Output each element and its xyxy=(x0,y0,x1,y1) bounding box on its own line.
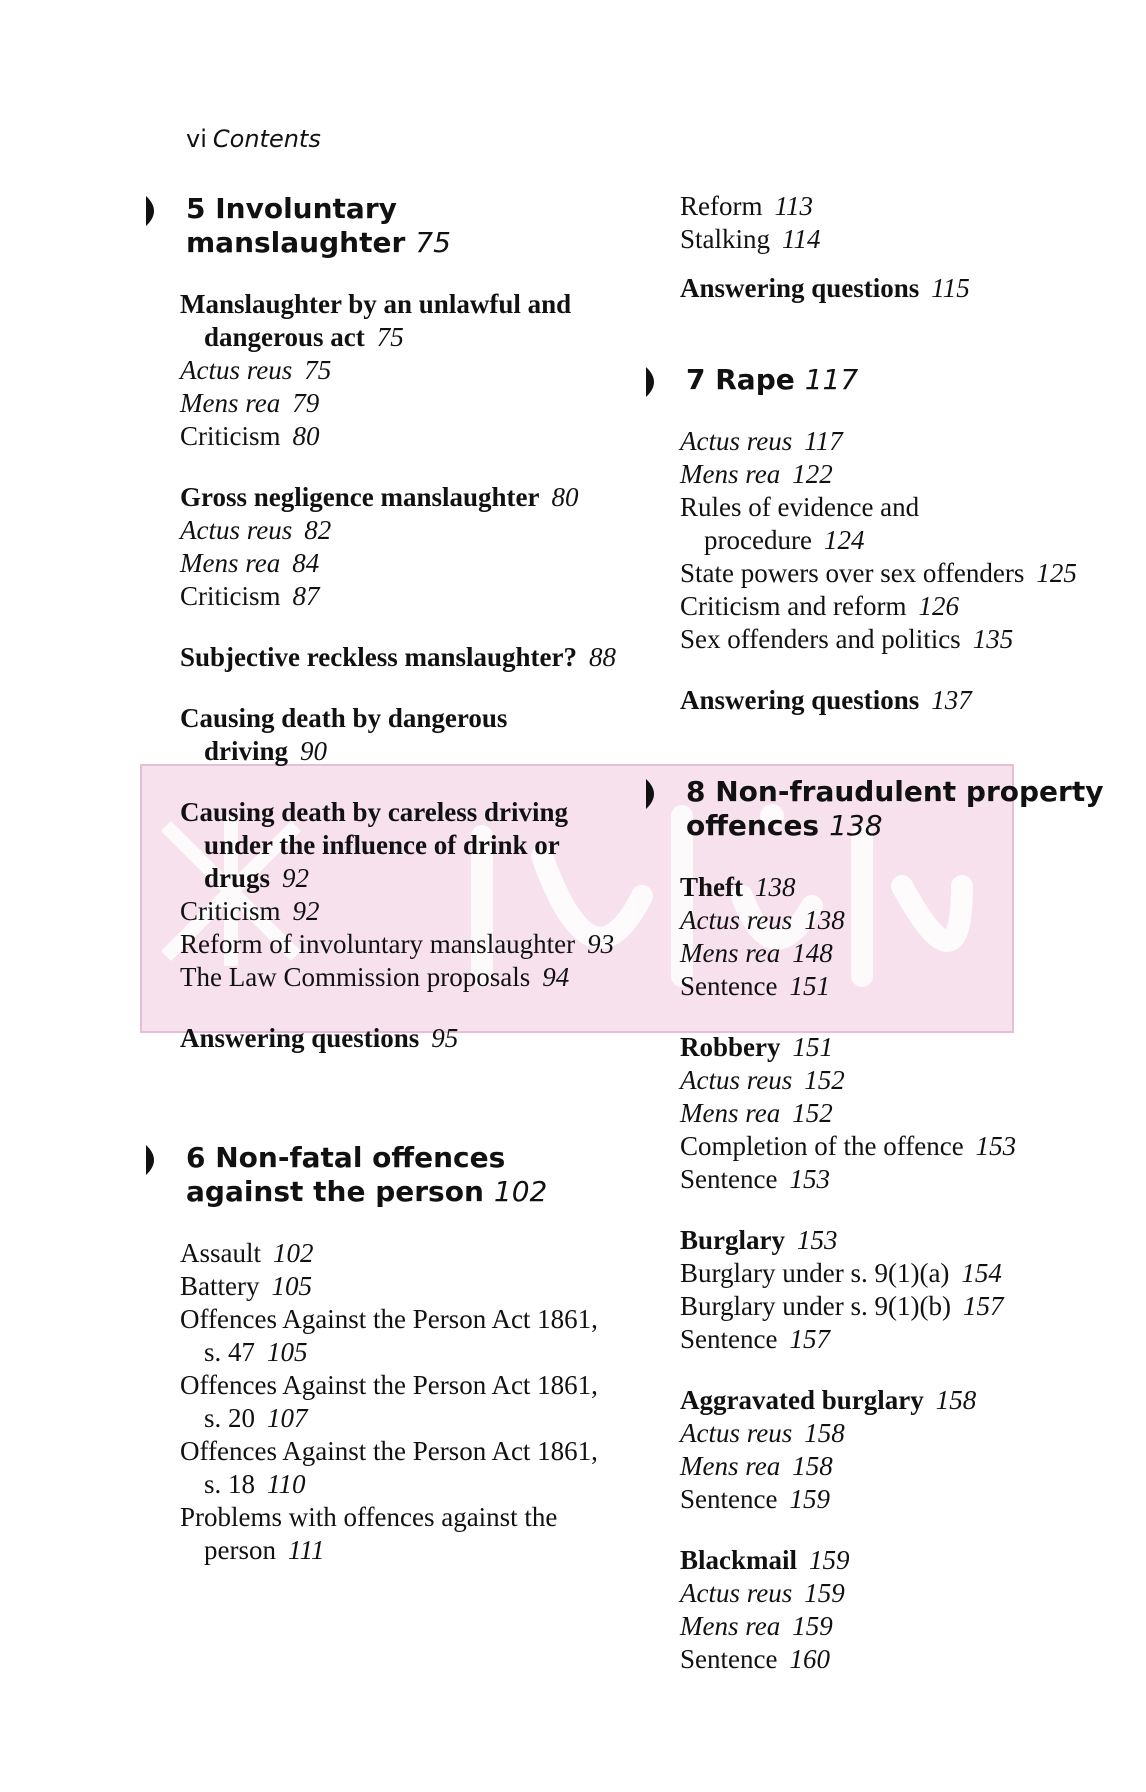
page-number: 90 xyxy=(300,736,328,766)
page-number: 152 xyxy=(804,1065,845,1095)
section-title: Subjective reckless manslaughter? xyxy=(180,642,577,672)
page-number: 153 xyxy=(975,1131,1017,1161)
toc-entry[interactable] xyxy=(680,425,1140,458)
toc-entry[interactable] xyxy=(180,1369,620,1435)
page-number: 82 xyxy=(304,515,332,545)
entry-title: Offences Against the Person Act 1861, s. 18 xyxy=(180,1436,598,1499)
entry-title: Problems with offences against the person xyxy=(180,1502,558,1565)
page-number: 159 xyxy=(809,1545,850,1575)
toc-entry[interactable] xyxy=(680,970,1140,1003)
entry-title: Mens rea xyxy=(680,1611,781,1641)
section-title: Robbery xyxy=(680,1032,781,1062)
chapter-number: 6 xyxy=(186,1141,206,1174)
chapter-marker-icon xyxy=(144,1143,162,1177)
left-column xyxy=(140,192,620,1567)
page-number: 92 xyxy=(282,863,310,893)
section-title: Answering questions xyxy=(180,1023,420,1053)
entry-title: Actus reus xyxy=(680,1065,793,1095)
page-number: 117 xyxy=(804,426,843,456)
right-column xyxy=(640,190,1140,1676)
page-number: 95 xyxy=(431,1023,459,1053)
entry-title: Reform of involuntary manslaughter xyxy=(180,929,576,959)
page-number: 148 xyxy=(792,938,833,968)
entry-title: Mens rea xyxy=(180,548,281,578)
section-title: Gross negligence manslaughter xyxy=(180,482,540,512)
toc-entry[interactable] xyxy=(180,514,620,547)
entry-title: Mens rea xyxy=(680,1451,781,1481)
page-number: 88 xyxy=(588,642,616,672)
page-number: 93 xyxy=(587,929,615,959)
entry-title: Sentence xyxy=(680,1164,778,1194)
page-number: 110 xyxy=(267,1469,306,1499)
chapter-title: Involuntary manslaughter xyxy=(186,192,406,259)
page-number: 157 xyxy=(962,1291,1004,1321)
entry-title: Actus reus xyxy=(180,515,293,545)
chapter-number: 5 xyxy=(186,192,206,225)
page-number: 105 xyxy=(267,1337,308,1367)
toc-entry[interactable] xyxy=(680,1450,1140,1483)
toc-entry[interactable] xyxy=(180,895,620,928)
entry-title: Sentence xyxy=(680,1644,778,1674)
page-number: 158 xyxy=(804,1418,845,1448)
toc-entry[interactable] xyxy=(680,1577,1140,1610)
running-head xyxy=(186,125,321,153)
entry-title: Mens rea xyxy=(680,459,781,489)
page-number: 105 xyxy=(271,1271,312,1301)
page-number: 135 xyxy=(972,624,1014,654)
entry-title: The Law Commission proposals xyxy=(180,962,531,992)
toc-section[interactable] xyxy=(680,1031,1140,1064)
entry-title: Sentence xyxy=(680,1324,778,1354)
toc-section[interactable] xyxy=(680,1544,1140,1577)
toc-entry[interactable] xyxy=(180,928,620,961)
folio: vi xyxy=(186,125,207,153)
section-title: Causing death by dangerous driving xyxy=(180,703,508,766)
page-number: 158 xyxy=(935,1385,977,1415)
toc-entry[interactable] xyxy=(180,1270,620,1303)
chapter-marker-icon xyxy=(644,777,662,811)
entry-title: Mens rea xyxy=(680,938,781,968)
running-head-title: Contents xyxy=(212,125,321,153)
toc-entry[interactable] xyxy=(680,1417,1140,1450)
entry-title: Stalking xyxy=(680,224,771,254)
toc-entry[interactable] xyxy=(680,491,994,557)
page-number: 87 xyxy=(292,581,320,611)
toc-section[interactable] xyxy=(180,1022,620,1055)
entry-title: Battery xyxy=(180,1271,260,1301)
page-number: 158 xyxy=(792,1451,833,1481)
toc-entry[interactable] xyxy=(180,420,620,453)
page-number: 125 xyxy=(1036,558,1077,588)
toc-entry[interactable] xyxy=(680,1290,1140,1323)
entry-title: Completion of the offence xyxy=(680,1131,964,1161)
page-number: 92 xyxy=(292,896,320,926)
chapter-title: Non-fatal offences against the person xyxy=(186,1141,506,1208)
chapter-page: 117 xyxy=(804,363,859,396)
section-title: Answering questions xyxy=(680,273,920,303)
page-number: 111 xyxy=(287,1535,325,1565)
toc-entry[interactable] xyxy=(680,458,1140,491)
toc-section[interactable] xyxy=(680,871,1140,904)
chapter-8-heading[interactable] xyxy=(640,775,1106,843)
page-number: 126 xyxy=(918,591,959,621)
toc-entry[interactable] xyxy=(680,1610,1140,1643)
page-number: 115 xyxy=(931,273,970,303)
entry-title: Criticism xyxy=(180,421,281,451)
entry-title: Actus reus xyxy=(180,355,293,385)
entry-title: Sentence xyxy=(680,1484,778,1514)
toc-entry[interactable] xyxy=(180,387,620,420)
section-title: Answering questions xyxy=(680,685,920,715)
entry-title: Criticism xyxy=(180,581,281,611)
toc-entry[interactable] xyxy=(180,961,620,994)
toc-section[interactable] xyxy=(680,272,1140,305)
entry-title: Offences Against the Person Act 1861, s. 20 xyxy=(180,1370,598,1433)
entry-title: Actus reus xyxy=(680,1418,793,1448)
section-title: Aggravated burglary xyxy=(680,1385,924,1415)
page-number: 107 xyxy=(267,1403,308,1433)
page-number: 84 xyxy=(292,548,320,578)
page-number: 159 xyxy=(804,1578,845,1608)
page-number: 122 xyxy=(792,459,833,489)
section-title: Blackmail xyxy=(680,1545,798,1575)
page-number: 80 xyxy=(551,482,579,512)
page-number: 113 xyxy=(774,191,813,221)
toc-section[interactable] xyxy=(180,796,620,895)
page-number: 138 xyxy=(755,872,796,902)
page-number: 137 xyxy=(931,685,972,715)
page-number: 138 xyxy=(804,905,845,935)
page-number: 152 xyxy=(792,1098,833,1128)
chapter-marker-icon xyxy=(644,365,662,399)
page-number: 157 xyxy=(789,1324,830,1354)
toc-entry[interactable] xyxy=(180,1435,620,1501)
toc-section[interactable] xyxy=(680,1224,1140,1257)
entry-title: Actus reus xyxy=(680,905,793,935)
entry-title: Offences Against the Person Act 1861, s. 47 xyxy=(180,1304,598,1367)
toc-entry[interactable] xyxy=(680,904,1140,937)
section-title: Causing death by careless driving under the influence of drink or drugs xyxy=(180,797,569,893)
entry-title: Reform xyxy=(680,191,763,221)
entry-title: Criticism and reform xyxy=(680,591,907,621)
toc-entry[interactable] xyxy=(680,557,1140,590)
entry-title: Burglary under s. 9(1)(a) xyxy=(680,1258,950,1288)
page-number: 80 xyxy=(292,421,320,451)
entry-title: Mens rea xyxy=(680,1098,781,1128)
toc-entry[interactable] xyxy=(180,1501,620,1567)
chapter-number: 7 xyxy=(686,363,706,396)
section-title: Burglary xyxy=(680,1225,785,1255)
entry-title: Sentence xyxy=(680,971,778,1001)
entry-title: Rules of evidence and procedure xyxy=(680,492,920,555)
toc-entry[interactable] xyxy=(180,547,620,580)
page-number: 75 xyxy=(376,322,404,352)
toc-entry[interactable] xyxy=(680,190,1140,223)
page-number: 153 xyxy=(797,1225,838,1255)
toc-entry[interactable] xyxy=(680,1163,1140,1196)
toc-section[interactable] xyxy=(180,702,620,768)
chapter-7-heading[interactable] xyxy=(640,363,1140,397)
toc-entry[interactable] xyxy=(680,1643,1140,1676)
toc-entry[interactable] xyxy=(180,354,620,387)
toc-entry[interactable] xyxy=(680,623,1140,656)
page-number: 94 xyxy=(542,962,570,992)
page-number: 79 xyxy=(292,388,320,418)
page-number: 153 xyxy=(789,1164,830,1194)
section-title: Manslaughter by an unlawful and dangerous act xyxy=(180,289,572,352)
toc-section[interactable] xyxy=(180,481,620,514)
toc-entry[interactable] xyxy=(180,580,620,613)
toc-section[interactable] xyxy=(180,641,620,674)
chapter-number: 8 xyxy=(686,775,706,808)
toc-entry[interactable] xyxy=(680,1257,1140,1290)
entry-title: Mens rea xyxy=(180,388,281,418)
entry-title: Sex offenders and politics xyxy=(680,624,961,654)
page-number: 160 xyxy=(789,1644,830,1674)
page-number: 124 xyxy=(823,525,865,555)
toc-entry[interactable] xyxy=(180,1237,620,1270)
toc-entry[interactable] xyxy=(680,1097,1140,1130)
page-number: 75 xyxy=(304,355,332,385)
page-number: 159 xyxy=(792,1611,833,1641)
toc-section[interactable] xyxy=(680,684,1140,717)
page-number: 151 xyxy=(792,1032,833,1062)
page-number: 151 xyxy=(789,971,830,1001)
chapter-title: Rape xyxy=(715,363,795,396)
entry-title: Assault xyxy=(180,1238,261,1268)
chapter-page: 138 xyxy=(829,809,883,842)
toc-entry[interactable] xyxy=(680,223,1140,256)
page-number: 159 xyxy=(789,1484,830,1514)
chapter-page: 75 xyxy=(415,226,451,259)
toc-entry[interactable] xyxy=(680,1483,1140,1516)
section-title: Theft xyxy=(680,872,743,902)
page-number: 154 xyxy=(961,1258,1002,1288)
chapter-5-heading[interactable] xyxy=(140,192,620,260)
chapter-6-heading[interactable] xyxy=(140,1141,620,1209)
chapter-marker-icon xyxy=(144,194,162,228)
toc-section[interactable] xyxy=(180,288,620,354)
toc-section[interactable] xyxy=(680,1384,1140,1417)
toc-entry[interactable] xyxy=(680,590,1140,623)
toc-entry[interactable] xyxy=(680,1323,1140,1356)
toc-entry[interactable] xyxy=(680,1130,1140,1163)
page-number: 102 xyxy=(273,1238,314,1268)
chapter-title: Non-fraudulent property offences xyxy=(686,775,1104,842)
entry-title: Burglary under s. 9(1)(b) xyxy=(680,1291,951,1321)
toc-entry[interactable] xyxy=(680,1064,1140,1097)
entry-title: Criticism xyxy=(180,896,281,926)
toc-entry[interactable] xyxy=(680,937,1140,970)
entry-title: State powers over sex offenders xyxy=(680,558,1025,588)
chapter-page: 102 xyxy=(493,1175,548,1208)
toc-entry[interactable] xyxy=(180,1303,620,1369)
entry-title: Actus reus xyxy=(680,1578,793,1608)
page-number: 114 xyxy=(782,224,821,254)
entry-title: Actus reus xyxy=(680,426,793,456)
